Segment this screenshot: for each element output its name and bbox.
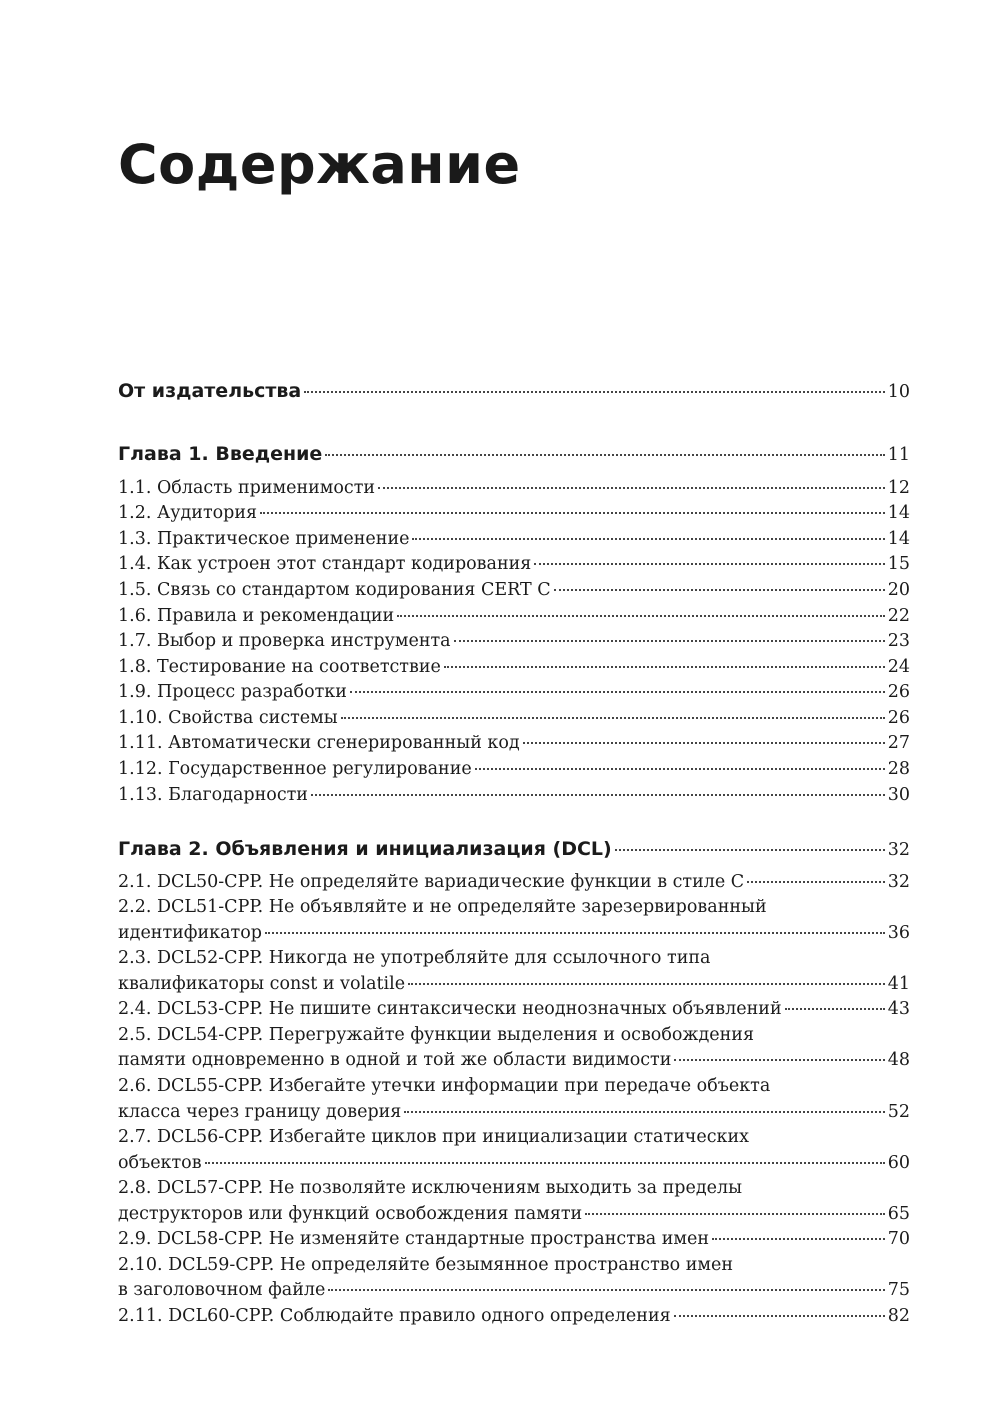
toc-entry[interactable]: [118, 708, 910, 732]
toc-section-chapter-2[interactable]: [118, 838, 910, 864]
dot-leader: [712, 1238, 885, 1240]
toc-entry-title: идентификатор: [118, 923, 262, 943]
toc-entry[interactable]: [118, 606, 910, 630]
dot-leader: [615, 849, 885, 851]
toc-page-number: 43: [887, 999, 910, 1019]
toc-page-number: 41: [887, 974, 910, 994]
toc-entry-title: 1.11. Автоматически сгенерированный код: [118, 733, 520, 753]
toc-entry-title: 1.8. Тестирование на соответствие: [118, 657, 441, 677]
toc-entry[interactable]: [118, 923, 910, 947]
toc-page-number: 82: [887, 1306, 910, 1326]
dot-leader: [523, 742, 885, 744]
toc-page-number: 26: [887, 708, 910, 728]
toc-entry-title: 2.4. DCL53-CPP. Не пишите синтаксически неоднозначных объявлений: [118, 999, 782, 1019]
toc-entry[interactable]: [118, 1050, 910, 1074]
toc-section-title: От издательства: [118, 380, 302, 402]
dot-leader: [747, 881, 885, 883]
toc-entry[interactable]: [118, 1229, 910, 1253]
toc-entry[interactable]: [118, 1280, 910, 1304]
toc-page-number: 15: [887, 554, 910, 574]
toc-entry[interactable]: [118, 682, 910, 706]
toc-page-number: 27: [887, 733, 910, 753]
toc-entry[interactable]: [118, 1204, 910, 1228]
toc-page-number: 23: [887, 631, 910, 651]
dot-leader: [397, 615, 885, 617]
toc-page-number: 28: [887, 759, 910, 779]
toc-entry[interactable]: [118, 554, 910, 578]
toc-page-number: 12: [887, 478, 910, 498]
dot-leader: [585, 1213, 884, 1215]
dot-leader: [412, 538, 884, 540]
dot-leader: [205, 1162, 885, 1164]
toc-entry-title: 1.4. Как устроен этот стандарт кодирования: [118, 554, 532, 574]
toc-page-number: 24: [887, 657, 910, 677]
toc-entry-title: 2.11. DCL60-CPP. Соблюдайте правило одного определения: [118, 1306, 671, 1326]
dot-leader: [444, 666, 885, 668]
dot-leader: [554, 589, 885, 591]
toc-entry[interactable]: [118, 785, 910, 809]
toc-page-number: 11: [887, 445, 910, 465]
toc-section-title: Глава 1. Введение: [118, 443, 323, 465]
toc-entry[interactable]: [118, 974, 910, 998]
dot-leader: [674, 1059, 884, 1061]
toc-section-title: Глава 2. Объявления и инициализация (DCL): [118, 838, 612, 860]
toc-entry-title: деструкторов или функций освобождения памяти: [118, 1204, 583, 1224]
dot-leader: [785, 1008, 885, 1010]
toc-entry-title: 1.12. Государственное регулирование: [118, 759, 472, 779]
toc-entry[interactable]: [118, 999, 910, 1023]
toc-entry-title: 2.9. DCL58-CPP. Не изменяйте стандартные пространства имен: [118, 1229, 710, 1249]
toc-entry-first-line[interactable]: 2.10. DCL59-CPP. Не определяйте безымянное пространство имен: [118, 1255, 734, 1275]
toc-entry[interactable]: [118, 580, 910, 604]
page-title: Содержание: [118, 133, 521, 196]
dot-leader: [260, 512, 885, 514]
toc-entry[interactable]: [118, 733, 910, 757]
toc-entry-title: квалификаторы const и volatile: [118, 974, 406, 994]
toc-entry-title: объектов: [118, 1153, 202, 1173]
toc-entry-first-line[interactable]: 2.6. DCL55-CPP. Избегайте утечки информации при передаче объекта: [118, 1076, 771, 1096]
toc-entry-title: в заголовочном файле: [118, 1280, 326, 1300]
toc-entry[interactable]: [118, 503, 910, 527]
dot-leader: [350, 691, 885, 693]
dot-leader: [311, 794, 885, 796]
toc-entry[interactable]: [118, 631, 910, 655]
toc-entry-title: 1.2. Аудитория: [118, 503, 258, 523]
toc-entry-title: 1.13. Благодарности: [118, 785, 308, 805]
dot-leader: [341, 717, 885, 719]
toc-entry[interactable]: [118, 529, 910, 553]
toc-page-number: 30: [887, 785, 910, 805]
toc-entry-first-line[interactable]: 2.7. DCL56-CPP. Избегайте циклов при инициализации статических: [118, 1127, 749, 1147]
toc-entry-title: 1.9. Процесс разработки: [118, 682, 347, 702]
toc-entry[interactable]: [118, 872, 910, 896]
dot-leader: [534, 563, 884, 565]
toc-page-number: 60: [887, 1153, 910, 1173]
toc-page-number: 22: [887, 606, 910, 626]
toc-page-number: 52: [887, 1102, 910, 1122]
toc-entry[interactable]: [118, 1306, 910, 1330]
dot-leader: [265, 932, 885, 934]
toc-entry-first-line[interactable]: 2.5. DCL54-CPP. Перегружайте функции выделения и освобождения: [118, 1025, 755, 1045]
toc-page-number: 32: [887, 872, 910, 892]
toc-page-number: 10: [887, 382, 910, 402]
toc-entry-title: 1.1. Область применимости: [118, 478, 376, 498]
toc-entry-title: 2.1. DCL50-CPP. Не определяйте вариадические функции в стиле C: [118, 872, 745, 892]
dot-leader: [378, 487, 885, 489]
toc-page-number: 36: [887, 923, 910, 943]
dot-leader: [325, 454, 884, 456]
toc-section-chapter-1[interactable]: [118, 443, 910, 469]
toc-entry[interactable]: [118, 1102, 910, 1126]
toc-entry[interactable]: [118, 759, 910, 783]
dot-leader: [328, 1289, 884, 1291]
toc-entry-title: класса через границу доверия: [118, 1102, 402, 1122]
dot-leader: [404, 1111, 884, 1113]
toc-entry-title: 1.6. Правила и рекомендации: [118, 606, 395, 626]
toc-page-number: 20: [887, 580, 910, 600]
toc-entry-title: 1.5. Связь со стандартом кодирования CERT C: [118, 580, 551, 600]
toc-page-number: 48: [887, 1050, 910, 1070]
dot-leader: [408, 983, 885, 985]
toc-entry[interactable]: [118, 657, 910, 681]
dot-leader: [475, 768, 885, 770]
toc-entry[interactable]: [118, 1153, 910, 1177]
toc-entry-first-line[interactable]: 2.3. DCL52-CPP. Никогда не употребляйте для ссылочного типа: [118, 948, 711, 968]
toc-page-number: 26: [887, 682, 910, 702]
toc-page-number: 32: [887, 840, 910, 860]
toc-entry-title: 1.7. Выбор и проверка инструмента: [118, 631, 451, 651]
dot-leader: [674, 1315, 885, 1317]
toc-page-number: 14: [887, 503, 910, 523]
toc-entry-first-line[interactable]: 2.8. DCL57-CPP. Не позволяйте исключениям выходить за пределы: [118, 1178, 742, 1198]
dot-leader: [304, 391, 884, 393]
toc-page-number: 65: [887, 1204, 910, 1224]
toc-section-publisher[interactable]: [118, 380, 910, 406]
toc-page-number: 70: [887, 1229, 910, 1249]
toc-entry[interactable]: [118, 478, 910, 502]
toc-entry-title: памяти одновременно в одной и той же области видимости: [118, 1050, 672, 1070]
toc-entry-first-line[interactable]: 2.2. DCL51-CPP. Не объявляйте и не определяйте зарезервированный: [118, 897, 767, 917]
dot-leader: [454, 640, 885, 642]
toc-entry-title: 1.3. Практическое применение: [118, 529, 410, 549]
toc-page-number: 14: [887, 529, 910, 549]
toc-entry-title: 1.10. Свойства системы: [118, 708, 338, 728]
toc-page-number: 75: [887, 1280, 910, 1300]
